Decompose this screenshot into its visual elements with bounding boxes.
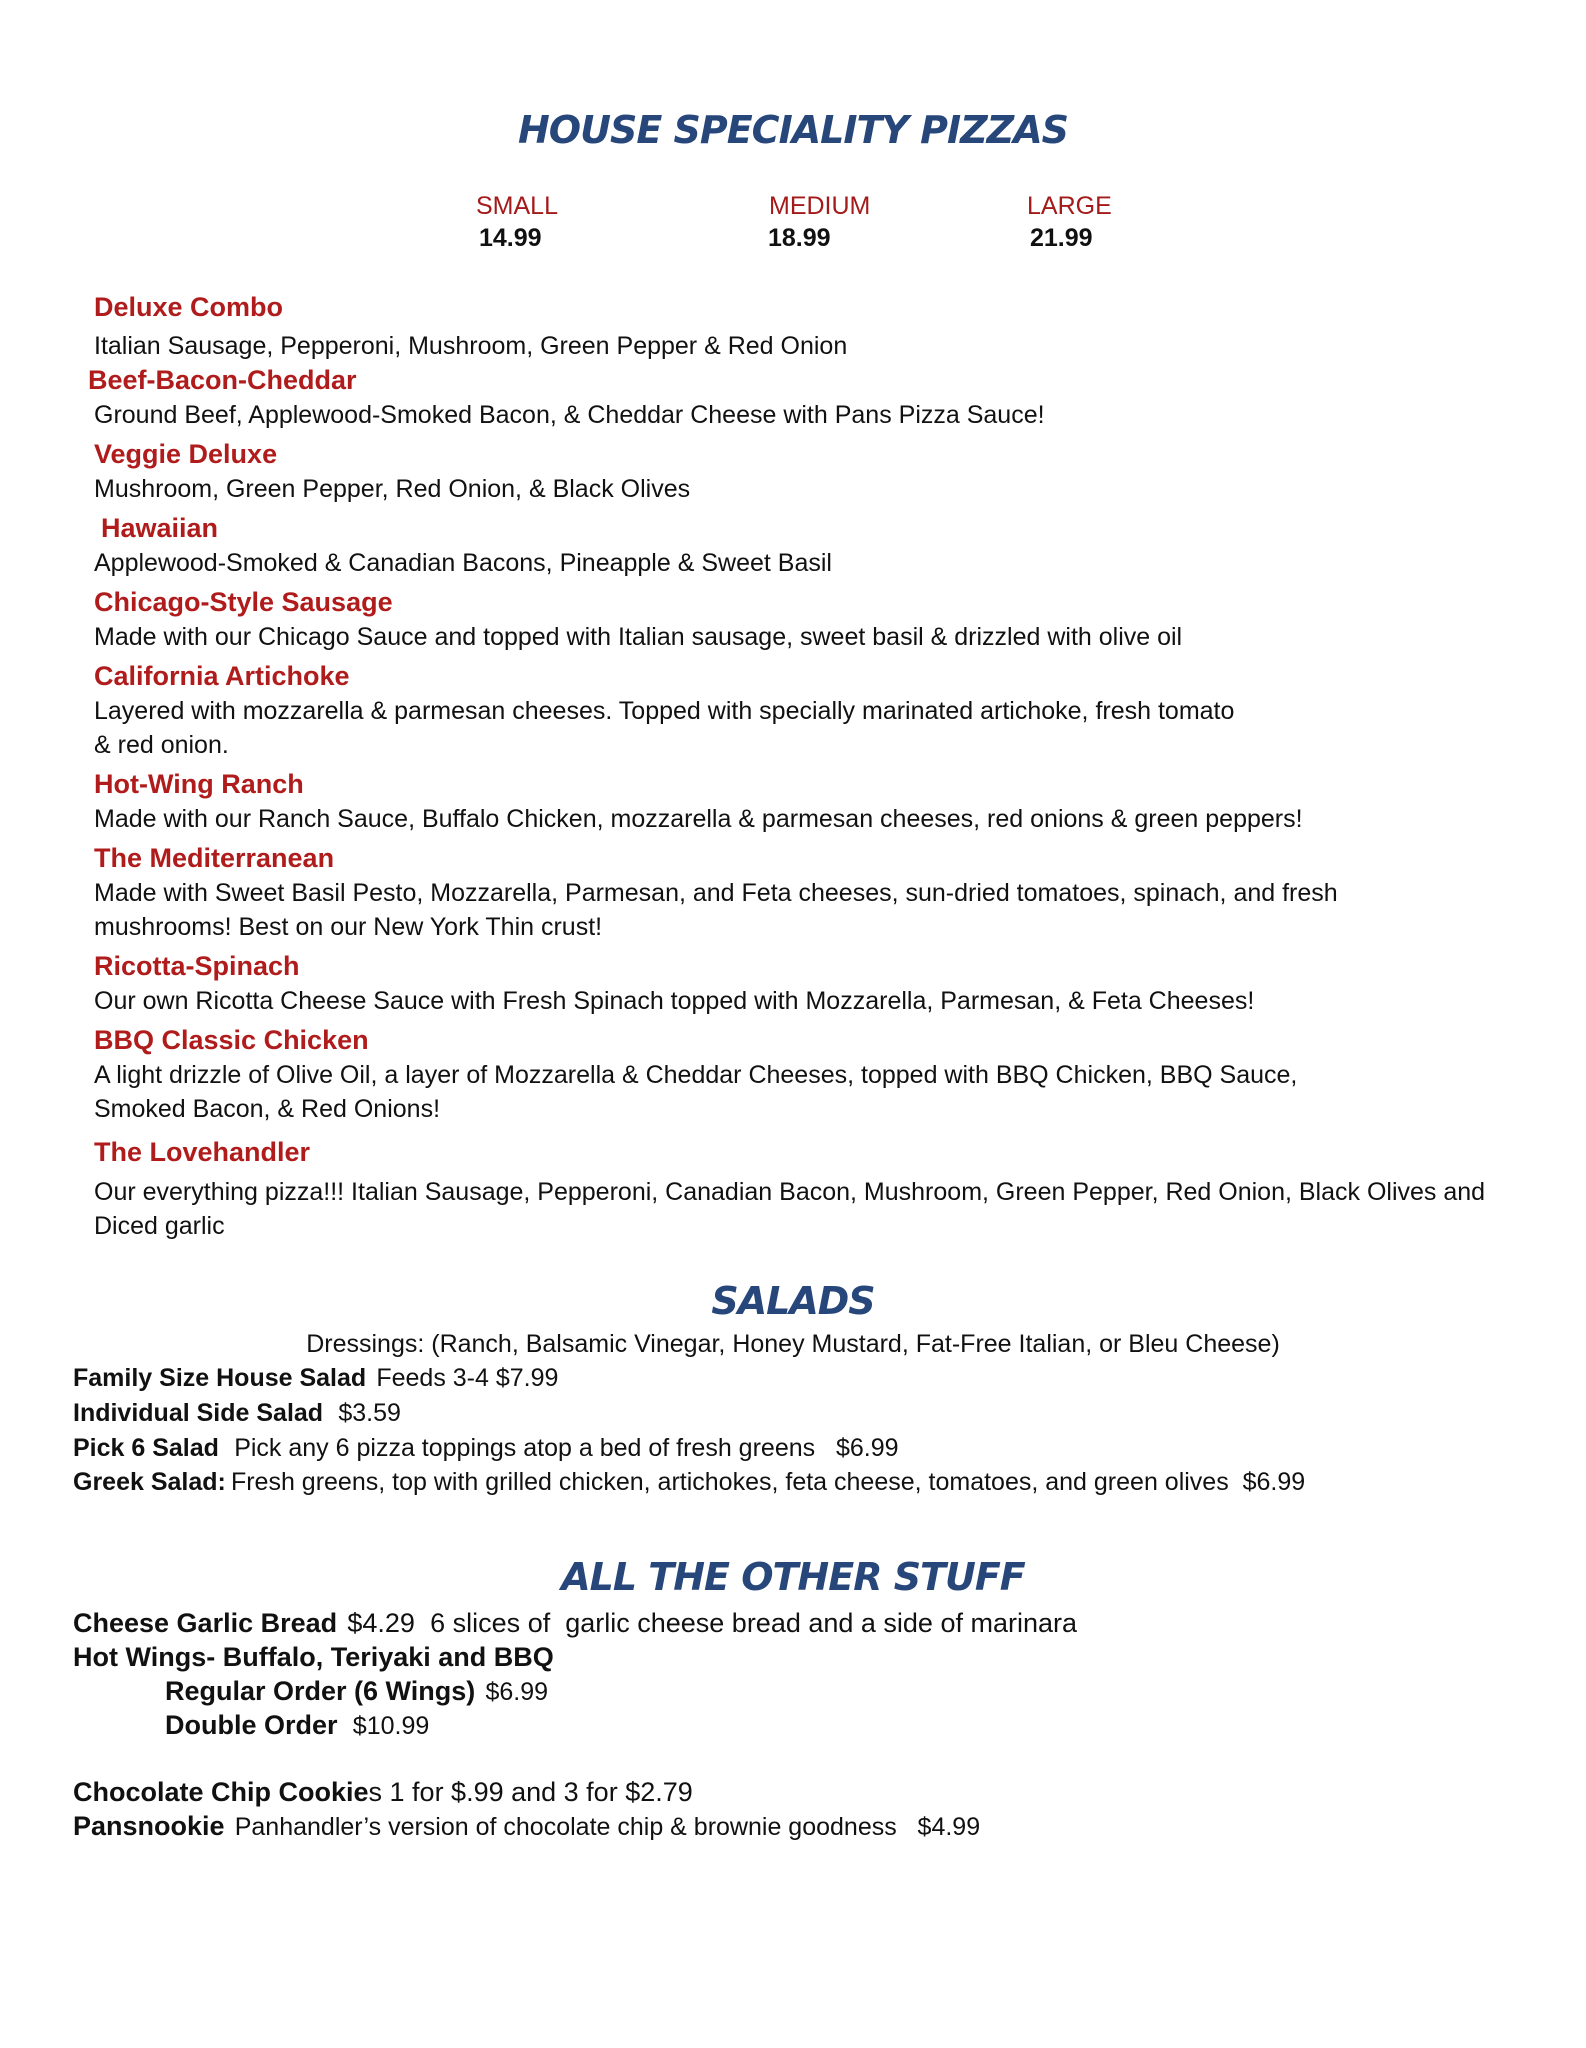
salad-name: Individual Side Salad bbox=[73, 1399, 324, 1427]
pizza-description: Diced garlic bbox=[94, 1212, 225, 1240]
list-item bbox=[73, 1608, 1077, 1639]
size-large-label: LARGE bbox=[1027, 192, 1112, 220]
pizza-name: Deluxe Combo bbox=[94, 292, 284, 322]
pizza-description: Smoked Bacon, & Red Onions! bbox=[94, 1095, 441, 1123]
size-small-price: 14.99 bbox=[479, 224, 542, 252]
list-item bbox=[165, 1676, 548, 1707]
list-item bbox=[73, 1399, 401, 1428]
pizza-description: mushrooms! Best on our New York Thin crust! bbox=[94, 913, 603, 941]
list-item bbox=[165, 1710, 429, 1741]
pizza-name: The Mediterranean bbox=[94, 843, 335, 873]
salad-dressings: Dressings: (Ranch, Balsamic Vinegar, Honey Mustard, Fat-Free Italian, or Bleu Cheese) bbox=[306, 1330, 1280, 1358]
salad-text: Feeds 3-4 $7.99 bbox=[376, 1364, 559, 1392]
item-name: Double Order bbox=[165, 1710, 338, 1740]
list-item bbox=[73, 1777, 693, 1808]
pizza-name: The Lovehandler bbox=[94, 1137, 311, 1167]
pizza-name: Beef-Bacon-Cheddar bbox=[88, 365, 357, 395]
item-name: Pansnookie bbox=[73, 1811, 225, 1841]
size-large-price: 21.99 bbox=[1030, 224, 1093, 252]
item-name: Chocolate Chip Cookie bbox=[73, 1777, 369, 1807]
item-name: Cheese Garlic Bread bbox=[73, 1608, 338, 1638]
list-item bbox=[73, 1811, 980, 1842]
item-description: 6 slices of garlic cheese bread and a side of marinara bbox=[430, 1608, 1078, 1638]
pizza-description: Our everything pizza!!! Italian Sausage, Pepperoni, Canadian Bacon, Mushroom, Green Pepper, Red Onion, Black Olives and bbox=[94, 1178, 1486, 1206]
item-price: $10.99 bbox=[352, 1712, 430, 1740]
pizza-description: Italian Sausage, Pepperoni, Mushroom, Green Pepper & Red Onion bbox=[94, 332, 848, 360]
salad-text: $3.59 bbox=[338, 1399, 401, 1427]
pizza-name: California Artichoke bbox=[94, 661, 350, 691]
pizza-description: Made with Sweet Basil Pesto, Mozzarella, Parmesan, and Feta cheeses, sun-dried tomatoes, spinach, and fresh bbox=[94, 879, 1338, 907]
pizza-description: Layered with mozzarella & parmesan cheeses. Topped with specially marinated artichoke, fresh tomato bbox=[94, 697, 1235, 725]
pizzas-title: HOUSE SPECIALITY PIZZAS bbox=[517, 108, 1069, 152]
pizza-description: Made with our Ranch Sauce, Buffalo Chicken, mozzarella & parmesan cheeses, red onions & green peppers! bbox=[94, 805, 1303, 833]
pizza-description: Our own Ricotta Cheese Sauce with Fresh Spinach topped with Mozzarella, Parmesan, & Feta Cheeses! bbox=[94, 987, 1255, 1015]
pizza-description: A light drizzle of Olive Oil, a layer of Mozzarella & Cheddar Cheeses, topped with BBQ Chicken, BBQ Sauce, bbox=[94, 1061, 1298, 1089]
pizza-description: Mushroom, Green Pepper, Red Onion, & Black Olives bbox=[94, 475, 691, 503]
pizza-description: Applewood-Smoked & Canadian Bacons, Pineapple & Sweet Basil bbox=[94, 549, 832, 577]
pizza-description: & red onion. bbox=[94, 731, 229, 759]
pizza-name: BBQ Classic Chicken bbox=[94, 1025, 369, 1055]
salads-title: SALADS bbox=[711, 1279, 875, 1323]
pizza-name: Ricotta-Spinach bbox=[94, 951, 300, 981]
list-item bbox=[73, 1468, 1305, 1497]
pizza-name: Hawaiian bbox=[101, 513, 219, 543]
salad-name: Greek Salad: bbox=[73, 1468, 226, 1496]
size-medium-price: 18.99 bbox=[768, 224, 831, 252]
pizza-name: Hot-Wing Ranch bbox=[94, 769, 304, 799]
item-description: s 1 for $.99 and 3 for $2.79 bbox=[368, 1777, 693, 1807]
item-name: Hot Wings- Buffalo, Teriyaki and BBQ bbox=[73, 1642, 554, 1672]
item-name: Regular Order (6 Wings) bbox=[165, 1676, 476, 1706]
salad-text: Pick any 6 pizza toppings atop a bed of fresh greens $6.99 bbox=[234, 1434, 899, 1462]
item-description: Panhandler’s version of chocolate chip & brownie goodness $4.99 bbox=[234, 1813, 981, 1841]
list-item bbox=[73, 1364, 558, 1393]
item-price: $6.99 bbox=[485, 1678, 549, 1706]
item-price: $4.29 bbox=[347, 1608, 415, 1638]
salad-text: Fresh greens, top with grilled chicken, artichokes, feta cheese, tomatoes, and green olives $6.99 bbox=[230, 1468, 1306, 1496]
size-medium-label: MEDIUM bbox=[769, 192, 871, 220]
other-title: ALL THE OTHER STUFF bbox=[561, 1555, 1025, 1599]
salad-name: Family Size House Salad bbox=[73, 1364, 367, 1392]
pizza-description: Made with our Chicago Sauce and topped with Italian sausage, sweet basil & drizzled with olive oil bbox=[94, 623, 1183, 651]
size-small-label: SMALL bbox=[476, 192, 558, 220]
pizza-description: Ground Beef, Applewood-Smoked Bacon, & Cheddar Cheese with Pans Pizza Sauce! bbox=[94, 401, 1045, 429]
salad-name: Pick 6 Salad bbox=[73, 1434, 219, 1462]
pizza-name: Chicago-Style Sausage bbox=[94, 587, 393, 617]
pizza-name: Veggie Deluxe bbox=[94, 439, 278, 469]
list-item bbox=[73, 1434, 899, 1463]
